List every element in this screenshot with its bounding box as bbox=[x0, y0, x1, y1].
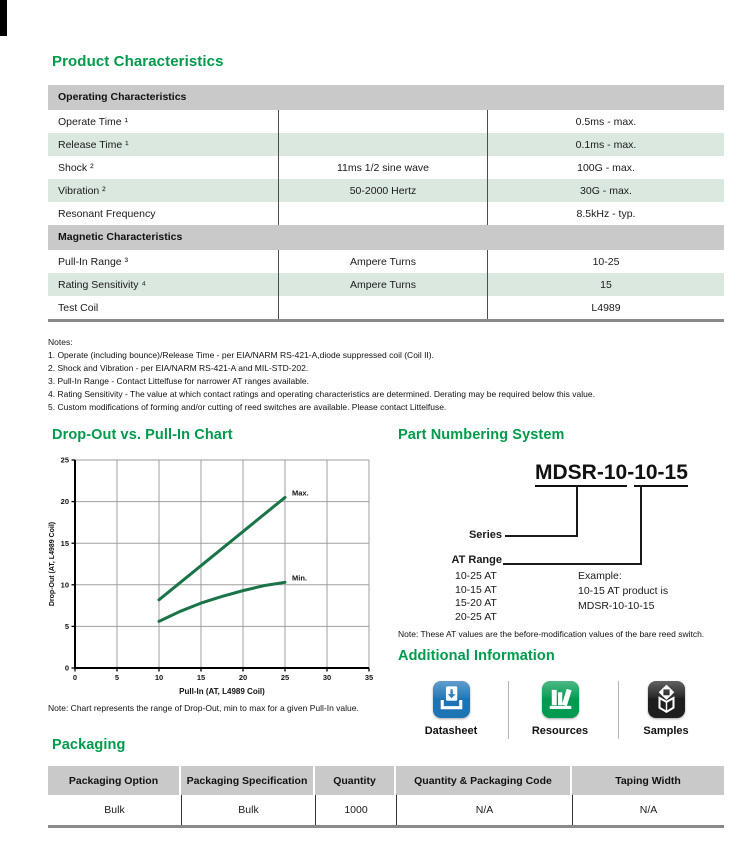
note-line: 4. Rating Sensitivity - The value at which contact ratings and operating characteristics are determined. Derating may be required below this value. bbox=[48, 389, 595, 399]
part-numbering-note: Note: These AT values are the before-modification values of the bare reed switch. bbox=[398, 629, 705, 639]
row-condition bbox=[278, 296, 488, 319]
series-end-label: Min. bbox=[292, 573, 307, 583]
x-tick-label: 30 bbox=[322, 673, 332, 682]
x-tick-label: 35 bbox=[364, 673, 374, 682]
x-tick-label: 15 bbox=[196, 673, 206, 682]
x-tick-label: 20 bbox=[238, 673, 248, 682]
row-label: Vibration ² bbox=[58, 184, 106, 197]
y-tick-label: 25 bbox=[60, 455, 69, 465]
part-number-series-segment: MDSR-10 bbox=[535, 461, 627, 487]
at-range-list bbox=[455, 570, 497, 624]
samples-tile[interactable] bbox=[648, 681, 685, 718]
at-range-label: AT Range bbox=[451, 554, 502, 566]
row-value: L4989 bbox=[591, 301, 621, 314]
at-range-option: 15-20 AT bbox=[455, 597, 497, 609]
y-tick-label: 5 bbox=[64, 622, 69, 631]
y-axis-title: Drop-Out (AT, L4989 Coil) bbox=[49, 521, 56, 607]
product-characteristics-title: Product Characteristics bbox=[52, 53, 224, 70]
table-row bbox=[48, 250, 724, 273]
y-tick-label: 20 bbox=[60, 497, 69, 507]
notes-heading: Notes: bbox=[48, 337, 73, 347]
table-row bbox=[48, 110, 724, 133]
x-axis-title: Pull-In (AT, L4989 Coil) bbox=[179, 687, 265, 696]
chart-note: Note: Chart represents the range of Drop-Out, min to max for a given Pull-In value. bbox=[48, 703, 359, 713]
at-range-option: 20-25 AT bbox=[455, 610, 497, 623]
series-min-line bbox=[159, 582, 285, 621]
series-connector-vertical bbox=[576, 486, 578, 537]
download-document-icon bbox=[433, 681, 470, 718]
row-value: 0.1ms - max. bbox=[575, 138, 637, 151]
y-tick-label: 15 bbox=[60, 538, 69, 548]
table-row bbox=[48, 296, 724, 319]
part-number-example bbox=[578, 569, 668, 614]
samples-label: Samples bbox=[643, 725, 689, 737]
row-value: 100G - max. bbox=[577, 161, 635, 174]
at-range-option: 10-25 AT bbox=[455, 570, 497, 582]
packaging-title: Packaging bbox=[52, 737, 126, 753]
x-tick-label: 25 bbox=[280, 673, 290, 682]
y-tick-label: 10 bbox=[60, 580, 69, 590]
row-label: Rating Sensitivity ⁴ bbox=[58, 278, 146, 291]
packaging-header-row bbox=[48, 766, 724, 795]
row-label: Resonant Frequency bbox=[58, 207, 156, 220]
example-line: MDSR-10-10-15 bbox=[578, 600, 655, 612]
row-value: 15 bbox=[600, 278, 612, 291]
samples-link[interactable] bbox=[621, 681, 711, 737]
row-value: 0.5ms - max. bbox=[575, 115, 637, 128]
row-label: Shock ² bbox=[58, 161, 94, 174]
part-number bbox=[535, 461, 688, 485]
table-row bbox=[48, 202, 724, 225]
row-value: 8.5kHz - typ. bbox=[576, 207, 636, 220]
part-number-atrange-segment: 10-15 bbox=[634, 461, 688, 487]
row-label: Release Time ¹ bbox=[58, 138, 129, 151]
table-section-header: Magnetic Characteristics bbox=[48, 225, 724, 250]
packaging-data-cell: N/A bbox=[572, 795, 724, 825]
note-line: 1. Operate (including bounce)/Release Time - per EIA/NARM RS-421-A,diode suppressed coil (Coil II). bbox=[48, 350, 434, 360]
page-edge-mark bbox=[0, 0, 7, 36]
example-line: 10-15 AT product is bbox=[578, 585, 669, 597]
vertical-divider bbox=[618, 681, 619, 739]
chart-title: Drop-Out vs. Pull-In Chart bbox=[52, 427, 233, 443]
books-shelf-icon bbox=[542, 681, 579, 718]
packaging-data-cell: Bulk bbox=[48, 795, 181, 825]
row-label: Test Coil bbox=[58, 301, 99, 314]
table-row bbox=[48, 133, 724, 156]
resources-label: Resources bbox=[531, 725, 589, 737]
packaging-header-cell: Packaging Specification bbox=[181, 766, 315, 795]
row-value: 10-25 bbox=[592, 255, 620, 268]
resources-link[interactable] bbox=[515, 681, 605, 737]
row-condition bbox=[278, 133, 488, 156]
packaging-header-cell: Quantity bbox=[315, 766, 396, 795]
row-condition: Ampere Turns bbox=[278, 273, 488, 296]
row-condition bbox=[278, 202, 488, 225]
resources-tile[interactable] bbox=[542, 681, 579, 718]
row-condition: Ampere Turns bbox=[278, 250, 488, 273]
packaging-header-cell: Packaging Option bbox=[48, 766, 181, 795]
note-line: 5. Custom modifications of forming and/or cutting of reed switches are available. Please contact Littelfuse. bbox=[48, 402, 447, 412]
table-row bbox=[48, 156, 724, 179]
table-section-header: Operating Characteristics bbox=[48, 85, 724, 110]
table-row bbox=[48, 179, 724, 202]
note-line: 3. Pull-In Range - Contact Littelfuse for narrower AT ranges available. bbox=[48, 376, 309, 386]
datasheet-tile[interactable] bbox=[433, 681, 470, 718]
row-condition: 50-2000 Hertz bbox=[278, 179, 488, 202]
row-condition bbox=[278, 110, 488, 133]
x-tick-label: 5 bbox=[114, 673, 120, 682]
x-tick-label: 10 bbox=[154, 673, 164, 682]
series-label: Series bbox=[468, 529, 502, 541]
chart-svg bbox=[46, 452, 382, 700]
vertical-divider bbox=[508, 681, 509, 739]
at-range-option: 10-15 AT bbox=[455, 583, 497, 596]
series-connector-horizontal bbox=[505, 535, 577, 537]
open-box-icon bbox=[648, 681, 685, 718]
packaging-data-row bbox=[48, 795, 724, 825]
datasheet-link[interactable] bbox=[406, 681, 496, 737]
row-label: Operate Time ¹ bbox=[58, 115, 129, 128]
atrange-connector-horizontal bbox=[503, 563, 641, 565]
notes-block bbox=[48, 336, 728, 414]
row-value: 30G - max. bbox=[580, 184, 632, 197]
datasheet-label: Datasheet bbox=[424, 725, 478, 737]
table-row bbox=[48, 273, 724, 296]
dropout-pullin-chart bbox=[46, 452, 382, 700]
y-tick-label: 0 bbox=[64, 663, 69, 673]
part-number-separator: - bbox=[627, 461, 635, 484]
row-label: Pull-In Range ³ bbox=[58, 255, 129, 268]
series-end-label: Max. bbox=[292, 488, 309, 498]
x-tick-label: 0 bbox=[72, 673, 78, 682]
example-line: Example: bbox=[578, 570, 622, 582]
atrange-connector-vertical bbox=[640, 486, 642, 565]
packaging-header-cell: Taping Width bbox=[572, 766, 724, 795]
packaging-header-cell: Quantity & Packaging Code bbox=[396, 766, 572, 795]
additional-information-title: Additional Information bbox=[398, 648, 555, 664]
characteristics-table bbox=[48, 85, 724, 322]
part-numbering-title: Part Numbering System bbox=[398, 427, 565, 443]
note-line: 2. Shock and Vibration - per EIA/NARM RS-421-A and MIL-STD-202. bbox=[48, 363, 309, 373]
row-condition: 11ms 1/2 sine wave bbox=[278, 156, 488, 179]
packaging-table bbox=[48, 766, 724, 828]
packaging-data-cell: Bulk bbox=[181, 795, 315, 825]
packaging-data-cell: N/A bbox=[396, 795, 572, 825]
packaging-data-cell: 1000 bbox=[315, 795, 396, 825]
